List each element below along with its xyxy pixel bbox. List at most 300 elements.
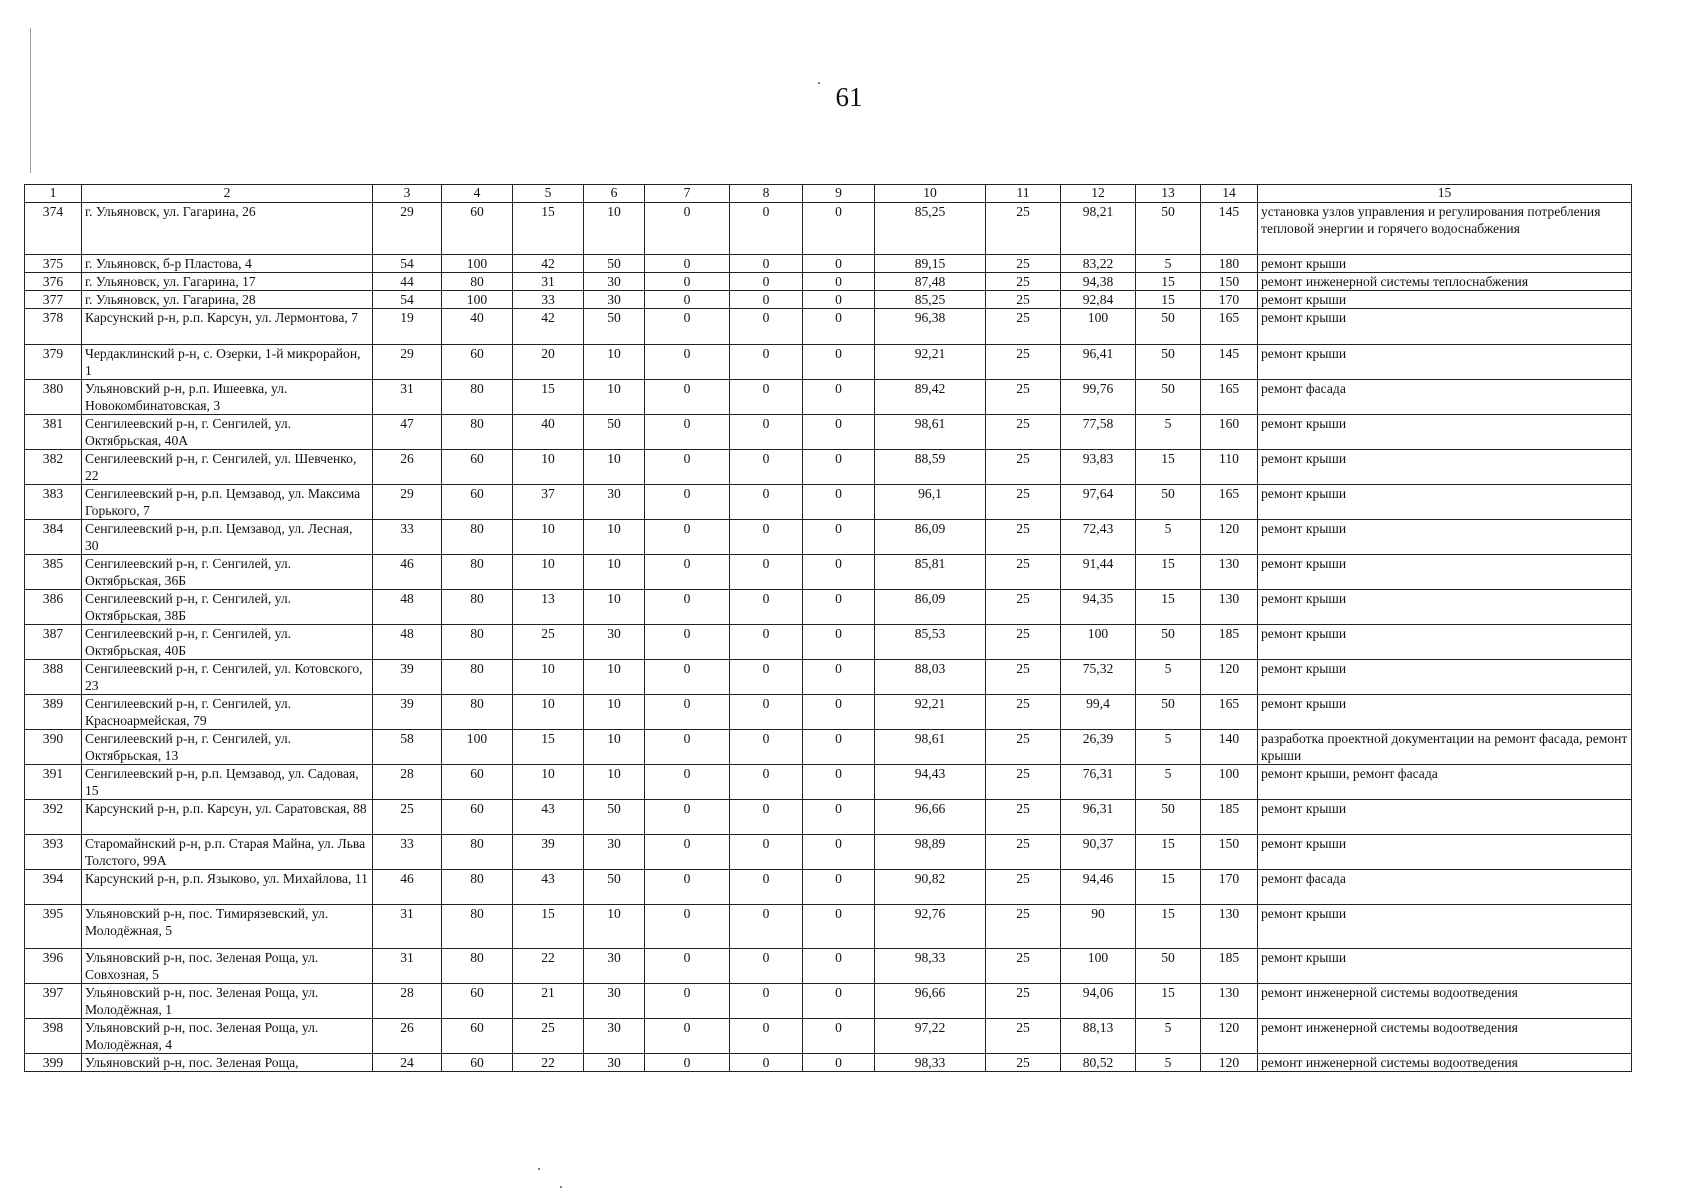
cell-work-type: ремонт крыши <box>1258 345 1632 380</box>
page-number: 61 <box>835 82 863 112</box>
cell-col-7: 0 <box>645 1054 730 1072</box>
cell-col-11: 25 <box>986 870 1061 905</box>
cell-col-12: 100 <box>1061 625 1136 660</box>
cell-col-12: 99,4 <box>1061 695 1136 730</box>
cell-col-13: 50 <box>1136 949 1201 984</box>
cell-col-14: 180 <box>1201 255 1258 273</box>
cell-col-5: 43 <box>513 800 584 835</box>
cell-col-8: 0 <box>730 949 803 984</box>
cell-col-7: 0 <box>645 273 730 291</box>
cell-address: г. Ульяновск, ул. Гагарина, 28 <box>82 291 373 309</box>
cell-address: Ульяновский р-н, пос. Зеленая Роща, ул. Молодёжная, 4 <box>82 1019 373 1054</box>
table-row <box>25 765 1632 800</box>
cell-col-4: 80 <box>442 660 513 695</box>
cell-col-9: 0 <box>803 870 875 905</box>
cell-col-6: 30 <box>584 984 645 1019</box>
cell-col-13: 5 <box>1136 1019 1201 1054</box>
cell-col-11: 25 <box>986 984 1061 1019</box>
cell-col-12: 90,37 <box>1061 835 1136 870</box>
cell-col-6: 50 <box>584 415 645 450</box>
cell-col-10: 89,42 <box>875 380 986 415</box>
cell-col-4: 60 <box>442 800 513 835</box>
cell-col-12: 76,31 <box>1061 765 1136 800</box>
cell-col-12: 91,44 <box>1061 555 1136 590</box>
cell-col-14: 165 <box>1201 380 1258 415</box>
cell-col-8: 0 <box>730 255 803 273</box>
cell-col-10: 89,15 <box>875 255 986 273</box>
cell-col-14: 185 <box>1201 800 1258 835</box>
cell-col-11: 25 <box>986 625 1061 660</box>
cell-col-13: 15 <box>1136 555 1201 590</box>
cell-work-type: ремонт крыши, ремонт фасада <box>1258 765 1632 800</box>
cell-col-10: 97,22 <box>875 1019 986 1054</box>
cell-address: Карсунский р-н, р.п. Языково, ул. Михайлова, 11 <box>82 870 373 905</box>
cell-work-type: ремонт крыши <box>1258 800 1632 835</box>
cell-col-4: 80 <box>442 590 513 625</box>
cell-row-number: 374 <box>25 203 82 255</box>
column-number-row <box>25 185 1632 203</box>
table-row <box>25 1019 1632 1054</box>
cell-col-4: 60 <box>442 1054 513 1072</box>
cell-col-12: 88,13 <box>1061 1019 1136 1054</box>
cell-address: Карсунский р-н, р.п. Карсун, ул. Лермонтова, 7 <box>82 309 373 345</box>
cell-col-9: 0 <box>803 949 875 984</box>
column-header-5: 5 <box>513 185 584 203</box>
cell-col-9: 0 <box>803 520 875 555</box>
cell-col-14: 160 <box>1201 415 1258 450</box>
cell-col-12: 94,06 <box>1061 984 1136 1019</box>
cell-col-6: 30 <box>584 1054 645 1072</box>
cell-address: Чердаклинский р-н, с. Озерки, 1-й микрорайон, 1 <box>82 345 373 380</box>
cell-address: Сенгилеевский р-н, р.п. Цемзавод, ул. Максима Горького, 7 <box>82 485 373 520</box>
table-row <box>25 309 1632 345</box>
cell-work-type: ремонт крыши <box>1258 309 1632 345</box>
cell-col-8: 0 <box>730 695 803 730</box>
cell-address: Сенгилеевский р-н, г. Сенгилей, ул. Октябрьская, 40А <box>82 415 373 450</box>
table-row <box>25 949 1632 984</box>
cell-col-5: 42 <box>513 255 584 273</box>
table-row <box>25 450 1632 485</box>
cell-col-5: 40 <box>513 415 584 450</box>
cell-address: Ульяновский р-н, р.п. Ишеевка, ул. Новокомбинатовская, 3 <box>82 380 373 415</box>
cell-col-8: 0 <box>730 450 803 485</box>
cell-address: Ульяновский р-н, пос. Зеленая Роща, ул. Совхозная, 5 <box>82 949 373 984</box>
cell-col-10: 98,89 <box>875 835 986 870</box>
cell-col-12: 94,46 <box>1061 870 1136 905</box>
cell-col-10: 86,09 <box>875 520 986 555</box>
cell-col-8: 0 <box>730 984 803 1019</box>
table-row <box>25 380 1632 415</box>
cell-col-9: 0 <box>803 625 875 660</box>
cell-work-type: ремонт инженерной системы водоотведения <box>1258 1054 1632 1072</box>
cell-work-type: ремонт крыши <box>1258 520 1632 555</box>
cell-col-6: 30 <box>584 291 645 309</box>
cell-col-10: 96,66 <box>875 984 986 1019</box>
cell-row-number: 393 <box>25 835 82 870</box>
cell-address: Сенгилеевский р-н, г. Сенгилей, ул. Шевченко, 22 <box>82 450 373 485</box>
cell-col-6: 30 <box>584 949 645 984</box>
cell-col-13: 50 <box>1136 309 1201 345</box>
cell-col-13: 5 <box>1136 255 1201 273</box>
cell-col-12: 94,38 <box>1061 273 1136 291</box>
cell-col-6: 30 <box>584 1019 645 1054</box>
cell-col-11: 25 <box>986 590 1061 625</box>
cell-col-10: 85,25 <box>875 203 986 255</box>
cell-work-type: ремонт инженерной системы теплоснабжения <box>1258 273 1632 291</box>
cell-col-12: 77,58 <box>1061 415 1136 450</box>
cell-col-5: 22 <box>513 1054 584 1072</box>
cell-col-13: 50 <box>1136 695 1201 730</box>
cell-col-5: 15 <box>513 380 584 415</box>
cell-col-3: 48 <box>373 590 442 625</box>
cell-col-7: 0 <box>645 345 730 380</box>
cell-col-14: 130 <box>1201 555 1258 590</box>
cell-col-11: 25 <box>986 765 1061 800</box>
cell-col-4: 80 <box>442 905 513 949</box>
cell-col-9: 0 <box>803 800 875 835</box>
cell-col-11: 25 <box>986 415 1061 450</box>
cell-col-9: 0 <box>803 765 875 800</box>
cell-col-7: 0 <box>645 415 730 450</box>
cell-work-type: ремонт крыши <box>1258 555 1632 590</box>
cell-col-6: 30 <box>584 835 645 870</box>
cell-row-number: 384 <box>25 520 82 555</box>
cell-col-7: 0 <box>645 590 730 625</box>
cell-col-9: 0 <box>803 450 875 485</box>
cell-col-10: 85,53 <box>875 625 986 660</box>
cell-work-type: ремонт фасада <box>1258 380 1632 415</box>
table-row <box>25 345 1632 380</box>
cell-col-3: 54 <box>373 291 442 309</box>
cell-col-6: 10 <box>584 695 645 730</box>
cell-col-5: 43 <box>513 870 584 905</box>
cell-col-6: 10 <box>584 203 645 255</box>
cell-col-13: 15 <box>1136 273 1201 291</box>
cell-col-4: 80 <box>442 415 513 450</box>
cell-col-8: 0 <box>730 555 803 590</box>
cell-col-12: 80,52 <box>1061 1054 1136 1072</box>
cell-work-type: ремонт крыши <box>1258 625 1632 660</box>
cell-address: Сенгилеевский р-н, г. Сенгилей, ул. Октябрьская, 38Б <box>82 590 373 625</box>
cell-col-14: 165 <box>1201 485 1258 520</box>
cell-row-number: 397 <box>25 984 82 1019</box>
cell-col-5: 15 <box>513 203 584 255</box>
table-row <box>25 730 1632 765</box>
column-header-10: 10 <box>875 185 986 203</box>
cell-col-3: 31 <box>373 905 442 949</box>
table-row <box>25 273 1632 291</box>
cell-col-13: 15 <box>1136 835 1201 870</box>
cell-col-10: 92,76 <box>875 905 986 949</box>
cell-col-3: 26 <box>373 450 442 485</box>
cell-col-6: 10 <box>584 380 645 415</box>
cell-col-13: 15 <box>1136 984 1201 1019</box>
cell-col-4: 60 <box>442 345 513 380</box>
cell-address: Сенгилеевский р-н, г. Сенгилей, ул. Котовского, 23 <box>82 660 373 695</box>
cell-row-number: 386 <box>25 590 82 625</box>
scan-speck <box>538 1168 540 1170</box>
cell-col-5: 21 <box>513 984 584 1019</box>
column-header-8: 8 <box>730 185 803 203</box>
cell-address: Сенгилеевский р-н, г. Сенгилей, ул. Красноармейская, 79 <box>82 695 373 730</box>
table-row <box>25 905 1632 949</box>
cell-col-7: 0 <box>645 660 730 695</box>
column-header-14: 14 <box>1201 185 1258 203</box>
cell-row-number: 398 <box>25 1019 82 1054</box>
cell-col-9: 0 <box>803 660 875 695</box>
cell-col-4: 80 <box>442 520 513 555</box>
cell-col-7: 0 <box>645 255 730 273</box>
cell-col-13: 50 <box>1136 345 1201 380</box>
cell-col-3: 29 <box>373 345 442 380</box>
cell-col-9: 0 <box>803 590 875 625</box>
table-row <box>25 590 1632 625</box>
cell-col-9: 0 <box>803 291 875 309</box>
cell-work-type: ремонт инженерной системы водоотведения <box>1258 984 1632 1019</box>
cell-col-9: 0 <box>803 1054 875 1072</box>
cell-col-7: 0 <box>645 450 730 485</box>
cell-col-5: 25 <box>513 1019 584 1054</box>
cell-col-12: 97,64 <box>1061 485 1136 520</box>
table-row <box>25 625 1632 660</box>
cell-col-8: 0 <box>730 485 803 520</box>
cell-col-14: 165 <box>1201 309 1258 345</box>
cell-col-4: 80 <box>442 949 513 984</box>
cell-col-8: 0 <box>730 415 803 450</box>
cell-col-4: 100 <box>442 255 513 273</box>
cell-col-11: 25 <box>986 1054 1061 1072</box>
cell-col-5: 20 <box>513 345 584 380</box>
column-header-1: 1 <box>25 185 82 203</box>
cell-col-12: 96,31 <box>1061 800 1136 835</box>
cell-col-9: 0 <box>803 730 875 765</box>
cell-col-9: 0 <box>803 485 875 520</box>
cell-row-number: 375 <box>25 255 82 273</box>
cell-col-11: 25 <box>986 309 1061 345</box>
cell-col-7: 0 <box>645 485 730 520</box>
cell-col-6: 10 <box>584 660 645 695</box>
cell-col-10: 92,21 <box>875 695 986 730</box>
table-row <box>25 835 1632 870</box>
cell-row-number: 399 <box>25 1054 82 1072</box>
cell-col-14: 130 <box>1201 590 1258 625</box>
cell-col-4: 60 <box>442 765 513 800</box>
cell-row-number: 381 <box>25 415 82 450</box>
cell-work-type: ремонт крыши <box>1258 695 1632 730</box>
cell-col-8: 0 <box>730 870 803 905</box>
cell-col-12: 90 <box>1061 905 1136 949</box>
cell-col-6: 30 <box>584 273 645 291</box>
table-row <box>25 291 1632 309</box>
cell-col-9: 0 <box>803 273 875 291</box>
cell-col-6: 50 <box>584 255 645 273</box>
column-header-13: 13 <box>1136 185 1201 203</box>
cell-col-8: 0 <box>730 291 803 309</box>
cell-col-9: 0 <box>803 835 875 870</box>
cell-col-9: 0 <box>803 1019 875 1054</box>
cell-address: г. Ульяновск, б-р Пластова, 4 <box>82 255 373 273</box>
cell-col-14: 130 <box>1201 905 1258 949</box>
cell-address: г. Ульяновск, ул. Гагарина, 26 <box>82 203 373 255</box>
table-row <box>25 800 1632 835</box>
cell-col-13: 15 <box>1136 450 1201 485</box>
table-row <box>25 555 1632 590</box>
cell-col-8: 0 <box>730 520 803 555</box>
cell-col-8: 0 <box>730 905 803 949</box>
cell-address: Ульяновский р-н, пос. Зеленая Роща, <box>82 1054 373 1072</box>
table-row <box>25 695 1632 730</box>
cell-col-10: 96,1 <box>875 485 986 520</box>
cell-col-5: 13 <box>513 590 584 625</box>
table-row <box>25 520 1632 555</box>
cell-address: г. Ульяновск, ул. Гагарина, 17 <box>82 273 373 291</box>
cell-col-14: 145 <box>1201 345 1258 380</box>
cell-col-9: 0 <box>803 345 875 380</box>
cell-row-number: 376 <box>25 273 82 291</box>
cell-row-number: 382 <box>25 450 82 485</box>
cell-col-6: 30 <box>584 625 645 660</box>
cell-col-8: 0 <box>730 835 803 870</box>
cell-col-14: 170 <box>1201 870 1258 905</box>
table-row <box>25 1054 1632 1072</box>
cell-work-type: ремонт инженерной системы водоотведения <box>1258 1019 1632 1054</box>
cell-row-number: 391 <box>25 765 82 800</box>
cell-address: Сенгилеевский р-н, г. Сенгилей, ул. Октябрьская, 40Б <box>82 625 373 660</box>
cell-row-number: 388 <box>25 660 82 695</box>
column-header-2: 2 <box>82 185 373 203</box>
cell-col-3: 46 <box>373 870 442 905</box>
cell-col-7: 0 <box>645 625 730 660</box>
cell-col-8: 0 <box>730 625 803 660</box>
cell-work-type: ремонт крыши <box>1258 485 1632 520</box>
cell-col-14: 140 <box>1201 730 1258 765</box>
cell-col-12: 98,21 <box>1061 203 1136 255</box>
cell-col-7: 0 <box>645 765 730 800</box>
cell-col-13: 50 <box>1136 380 1201 415</box>
cell-row-number: 395 <box>25 905 82 949</box>
cell-col-5: 37 <box>513 485 584 520</box>
cell-col-5: 15 <box>513 905 584 949</box>
cell-col-7: 0 <box>645 1019 730 1054</box>
cell-col-13: 50 <box>1136 800 1201 835</box>
cell-col-4: 40 <box>442 309 513 345</box>
table-row <box>25 203 1632 255</box>
cell-col-12: 93,83 <box>1061 450 1136 485</box>
cell-col-3: 31 <box>373 949 442 984</box>
cell-col-5: 15 <box>513 730 584 765</box>
table-row <box>25 984 1632 1019</box>
cell-address: Ульяновский р-н, пос. Зеленая Роща, ул. Молодёжная, 1 <box>82 984 373 1019</box>
cell-col-8: 0 <box>730 380 803 415</box>
cell-col-3: 44 <box>373 273 442 291</box>
cell-col-7: 0 <box>645 291 730 309</box>
cell-row-number: 379 <box>25 345 82 380</box>
cell-col-8: 0 <box>730 345 803 380</box>
cell-col-4: 60 <box>442 485 513 520</box>
cell-col-13: 15 <box>1136 291 1201 309</box>
cell-col-8: 0 <box>730 800 803 835</box>
cell-col-6: 50 <box>584 800 645 835</box>
cell-col-6: 10 <box>584 905 645 949</box>
cell-col-11: 25 <box>986 380 1061 415</box>
cell-col-8: 0 <box>730 765 803 800</box>
cell-col-14: 110 <box>1201 450 1258 485</box>
cell-work-type: ремонт фасада <box>1258 870 1632 905</box>
cell-col-5: 10 <box>513 765 584 800</box>
cell-col-3: 54 <box>373 255 442 273</box>
table-body <box>25 203 1632 1072</box>
column-header-12: 12 <box>1061 185 1136 203</box>
cell-row-number: 387 <box>25 625 82 660</box>
cell-col-14: 150 <box>1201 835 1258 870</box>
cell-col-5: 33 <box>513 291 584 309</box>
cell-col-12: 96,41 <box>1061 345 1136 380</box>
cell-col-6: 10 <box>584 450 645 485</box>
cell-row-number: 385 <box>25 555 82 590</box>
cell-col-5: 42 <box>513 309 584 345</box>
table-row <box>25 485 1632 520</box>
cell-col-13: 5 <box>1136 520 1201 555</box>
cell-col-4: 80 <box>442 273 513 291</box>
cell-col-3: 46 <box>373 555 442 590</box>
cell-work-type: ремонт крыши <box>1258 905 1632 949</box>
cell-col-7: 0 <box>645 380 730 415</box>
cell-col-3: 28 <box>373 765 442 800</box>
cell-row-number: 378 <box>25 309 82 345</box>
column-header-4: 4 <box>442 185 513 203</box>
cell-col-10: 88,03 <box>875 660 986 695</box>
cell-col-4: 80 <box>442 380 513 415</box>
cell-col-11: 25 <box>986 1019 1061 1054</box>
cell-col-11: 25 <box>986 291 1061 309</box>
cell-col-9: 0 <box>803 695 875 730</box>
cell-col-4: 80 <box>442 695 513 730</box>
cell-col-3: 47 <box>373 415 442 450</box>
cell-col-10: 98,61 <box>875 415 986 450</box>
cell-col-7: 0 <box>645 520 730 555</box>
cell-col-14: 185 <box>1201 949 1258 984</box>
cell-col-7: 0 <box>645 984 730 1019</box>
cell-col-10: 88,59 <box>875 450 986 485</box>
column-header-6: 6 <box>584 185 645 203</box>
cell-col-7: 0 <box>645 730 730 765</box>
cell-col-9: 0 <box>803 555 875 590</box>
cell-col-5: 22 <box>513 949 584 984</box>
cell-col-3: 25 <box>373 800 442 835</box>
cell-col-14: 170 <box>1201 291 1258 309</box>
cell-col-5: 10 <box>513 520 584 555</box>
table-row <box>25 255 1632 273</box>
cell-col-12: 75,32 <box>1061 660 1136 695</box>
cell-col-7: 0 <box>645 555 730 590</box>
cell-col-12: 100 <box>1061 309 1136 345</box>
column-header-11: 11 <box>986 185 1061 203</box>
cell-col-9: 0 <box>803 203 875 255</box>
cell-col-10: 96,38 <box>875 309 986 345</box>
cell-address: Старомайнский р-н, р.п. Старая Майна, ул. Льва Толстого, 99А <box>82 835 373 870</box>
cell-col-6: 10 <box>584 765 645 800</box>
cell-col-10: 98,61 <box>875 730 986 765</box>
cell-work-type: ремонт крыши <box>1258 835 1632 870</box>
scan-speck <box>560 1186 562 1188</box>
cell-work-type: разработка проектной документации на ремонт фасада, ремонт крыши <box>1258 730 1632 765</box>
cell-col-14: 150 <box>1201 273 1258 291</box>
cell-col-5: 39 <box>513 835 584 870</box>
cell-col-10: 96,66 <box>875 800 986 835</box>
cell-col-7: 0 <box>645 835 730 870</box>
cell-col-7: 0 <box>645 905 730 949</box>
cell-col-9: 0 <box>803 905 875 949</box>
